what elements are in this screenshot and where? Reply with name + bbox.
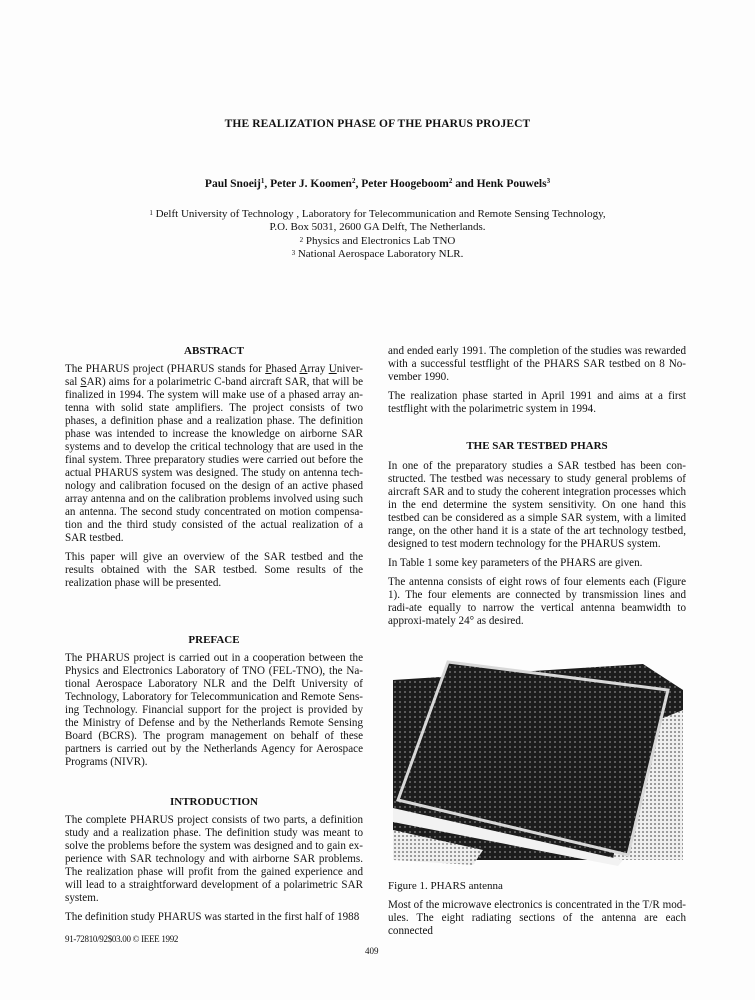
author-separator: ,	[355, 178, 362, 190]
author-separator: ,	[264, 178, 271, 190]
affil-mark: 2	[299, 235, 304, 244]
author-name: Henk Pouwels	[476, 178, 547, 190]
right-column-testbed	[388, 440, 686, 634]
author-affil-mark: 2	[448, 177, 453, 185]
section-heading-abstract: ABSTRACT	[184, 345, 244, 357]
author-name: Peter Hoogeboom	[361, 178, 449, 190]
body-paragraph: Most of the microwave electronics is concentrated in the T/R mod-ules. The eight radiating sections of the antenna are each connected	[388, 899, 686, 937]
left-column	[65, 345, 363, 596]
introduction-paragraph: The definition study PHARUS was started in the first half of 1988	[65, 911, 360, 923]
author-affil-mark: 1	[260, 177, 265, 185]
author-name: Paul Snoeij	[204, 178, 261, 190]
introduction-paragraph: The complete PHARUS project consists of two parts, a definition study and a realization phase. The definition study was meant to solve the problems before the system was designed and to gain ex-perience with SAR technology and with airborne SAR problems. The realization phase will profit from the gained experience and will lead to a straightforward development of a polarimetric SAR system.	[65, 814, 363, 904]
section-heading-preface: PREFACE	[188, 634, 240, 646]
author-separator: and	[452, 178, 477, 190]
right-column-after-figure	[388, 899, 686, 944]
introduction-continued-paragraph: and ended early 1991. The completion of the studies was rewarded with a successful testflight of the PHARS SAR testbed on 8 No-vember 1990.	[388, 345, 686, 383]
affil-mark: 3	[291, 248, 296, 257]
affiliation	[0, 208, 755, 221]
abstract-paragraph: The PHARUS project (PHARUS stands for Phased Array Univer-sal SAR) aims for a polarimetric C-band aircraft SAR, that will be finalized in 1994. The system will make use of a phased array an-tenna with solid state amplifiers. The project consists of two phases, a definition phase and a realization phase. The definition phase was intended to increase the knowledge on airborne SAR systems and to develop the critical technology that are used in the final system. Three preparatory studies were carried out before the actual PHARUS system was designed. The study on antenna tech-nology and calibration focused on the design of an active phased array antenna and on the calibration problems involved using such an antenna. The second study concentrated on motion compensa-tion and the third study consisted of the actual realization of a SAR testbed.	[65, 363, 363, 544]
author-name: Peter J. Koomen	[270, 178, 352, 190]
author-list	[0, 178, 755, 190]
affil-mark: 1	[149, 209, 153, 217]
affiliation-text: National Aerospace Laboratory NLR.	[297, 247, 464, 260]
page-number: 409	[365, 946, 379, 956]
affiliation	[0, 221, 755, 234]
author-affil-mark: 2	[351, 177, 356, 185]
section-heading-introduction: INTRODUCTION	[169, 796, 258, 808]
testbed-paragraph: In one of the preparatory studies a SAR testbed has been con-structed. The testbed was necessary to study general problems of aircraft SAR and to study the coherent integration processes which in the end determine the system sensitivity. On one hand this testbed can be considered as a simple SAR system, with a limited range, on the other hand it is a state of the art technology testbed, designed to test modern technology for the PHARUS system.	[388, 460, 686, 550]
affiliation-text: P.O. Box 5031, 2600 GA Delft, The Netherlands.	[269, 221, 486, 234]
introduction-continued-paragraph: The realization phase started in April 1991 and aims at a first testflight with the polarimetric system in 1994.	[388, 390, 686, 415]
figure-caption: Figure 1. PHARS antenna	[388, 880, 503, 892]
author-affil-mark: 3	[546, 177, 551, 185]
left-column-introduction	[65, 796, 363, 930]
section-heading-testbed: THE SAR TESTBED PHARS	[466, 440, 608, 452]
affiliation-text: Delft University of Technology , Laboratory for Telecommunication and Remote Sensing Technology,	[155, 208, 606, 220]
left-column-preface	[65, 634, 363, 775]
affiliation-text: Physics and Electronics Lab TNO	[305, 234, 456, 247]
paper-title: THE REALIZATION PHASE OF THE PHARUS PROJECT	[224, 118, 531, 130]
preface-paragraph: The PHARUS project is carried out in a cooperation between the Physics and Electronics Laboratory of TNO (FEL-TNO), the Na-tional Aerospace Laboratory NLR and the Delft University of Technology, Laboratory for Telecommunication and Remote Sens-ing Technology. Financial support for the project is provided by the Ministry of Defense and by the Netherlands Remote Sensing Board (BCRS). The program management on behalf of these partners is carried out by the Netherlands Agency for Aerospace Programs (NIVR).	[65, 652, 363, 768]
affiliation	[0, 235, 755, 248]
affiliation	[0, 248, 755, 261]
copyright-notice: 91-72810/92$03.00 © IEEE 1992	[65, 934, 179, 944]
right-column	[388, 345, 686, 422]
abstract-paragraph: This paper will give an overview of the SAR testbed and the results obtained with the SAR testbed. Some results of the realization phase will be presented.	[65, 551, 363, 589]
testbed-paragraph: In Table 1 some key parameters of the PHARS are given.	[388, 557, 643, 569]
phars-antenna-photo	[393, 650, 683, 868]
affiliation-list	[0, 208, 755, 261]
testbed-paragraph: The antenna consists of eight rows of four elements each (Figure 1). The four elements are connected by transmission lines and radi-ate equally to narrow the vertical antenna beamwidth to approxi-mately 24° as desired.	[388, 576, 686, 627]
